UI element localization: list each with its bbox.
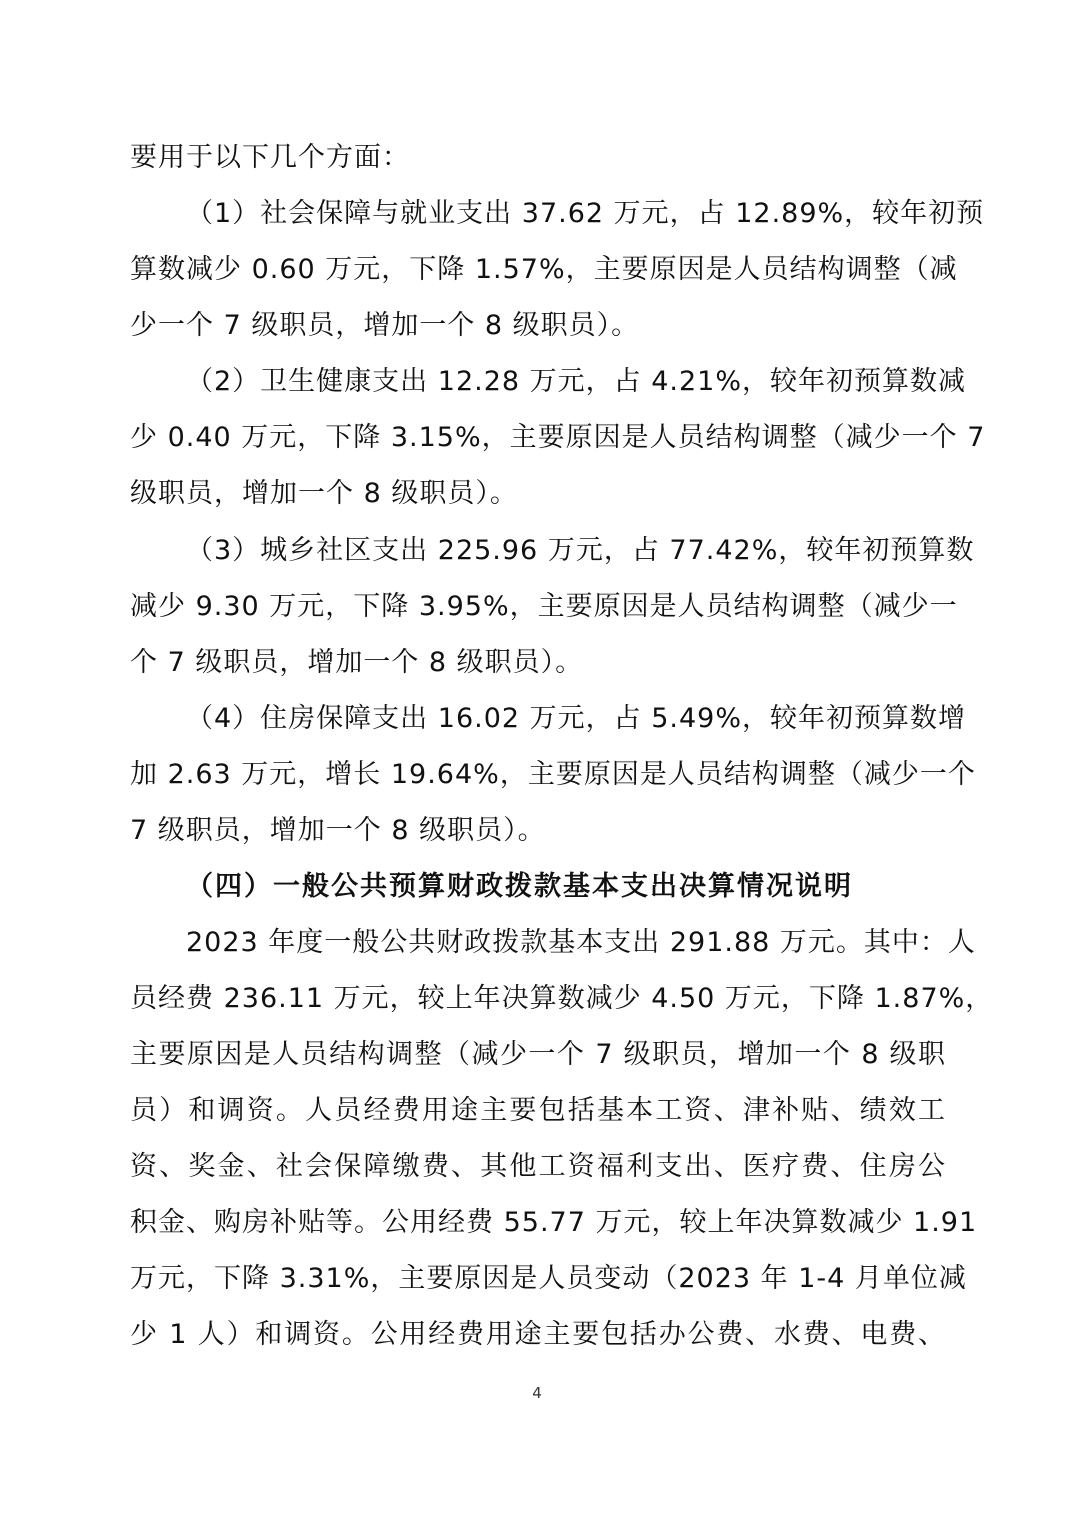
paragraph-line: 积金、购房补贴等。公用经费 55.77 万元，较上年决算数减少 1.91 <box>130 1207 978 1238</box>
paragraph-line: （3）城乡社区支出 225.96 万元，占 77.42%，较年初预算数 <box>186 535 975 566</box>
paragraph-line: 个 7 级职员，增加一个 8 级职员）。 <box>130 647 584 678</box>
paragraph-line: 要用于以下几个方面： <box>130 142 410 173</box>
paragraph-line: 加 2.63 万元，增长 19.64%，主要原因是人员结构调整（减少一个 <box>130 759 976 790</box>
paragraph-line: 资、奖金、社会保障缴费、其他工资福利支出、医疗费、住房公 <box>130 1151 946 1182</box>
paragraph-line: （1）社会保障与就业支出 37.62 万元，占 12.89%，较年初预 <box>186 198 985 229</box>
paragraph-line: （2）卫生健康支出 12.28 万元，占 4.21%，较年初预算数减 <box>186 366 966 397</box>
paragraph-line: 员经费 236.11 万元，较上年决算数减少 4.50 万元，下降 1.87%， <box>130 983 994 1014</box>
paragraph-line: 少一个 7 级职员，增加一个 8 级职员）。 <box>130 310 640 341</box>
paragraph-line: 员）和调资。人员经费用途主要包括基本工资、津补贴、绩效工 <box>130 1095 946 1126</box>
paragraph-line: 7 级职员，增加一个 8 级职员）。 <box>130 815 546 846</box>
paragraph-line: 减少 9.30 万元，下降 3.95%，主要原因是人员结构调整（减少一 <box>130 591 958 622</box>
paragraph-line: 级职员，增加一个 8 级职员）。 <box>130 478 518 509</box>
paragraph-line: 算数减少 0.60 万元，下降 1.57%，主要原因是人员结构调整（减 <box>130 254 958 285</box>
paragraph-line: 主要原因是人员结构调整（减少一个 7 级职员，增加一个 8 级职 <box>130 1039 946 1070</box>
paragraph-line: 万元，下降 3.31%，主要原因是人员变动（2023 年 1-4 月单位减 <box>130 1263 967 1294</box>
paragraph-line: 少 0.40 万元，下降 3.15%，主要原因是人员结构调整（减少一个 7 <box>130 422 986 453</box>
paragraph-line: （4）住房保障支出 16.02 万元，占 5.49%，较年初预算数增 <box>186 703 966 734</box>
page-number: 4 <box>532 1384 542 1402</box>
paragraph-line: 2023 年度一般公共财政拨款基本支出 291.88 万元。其中：人 <box>186 927 976 958</box>
paragraph-line: 少 1 人）和调资。公用经费用途主要包括办公费、水费、电费、 <box>130 1319 946 1350</box>
section-heading: （四）一般公共预算财政拨款基本支出决算情况说明 <box>186 871 853 902</box>
